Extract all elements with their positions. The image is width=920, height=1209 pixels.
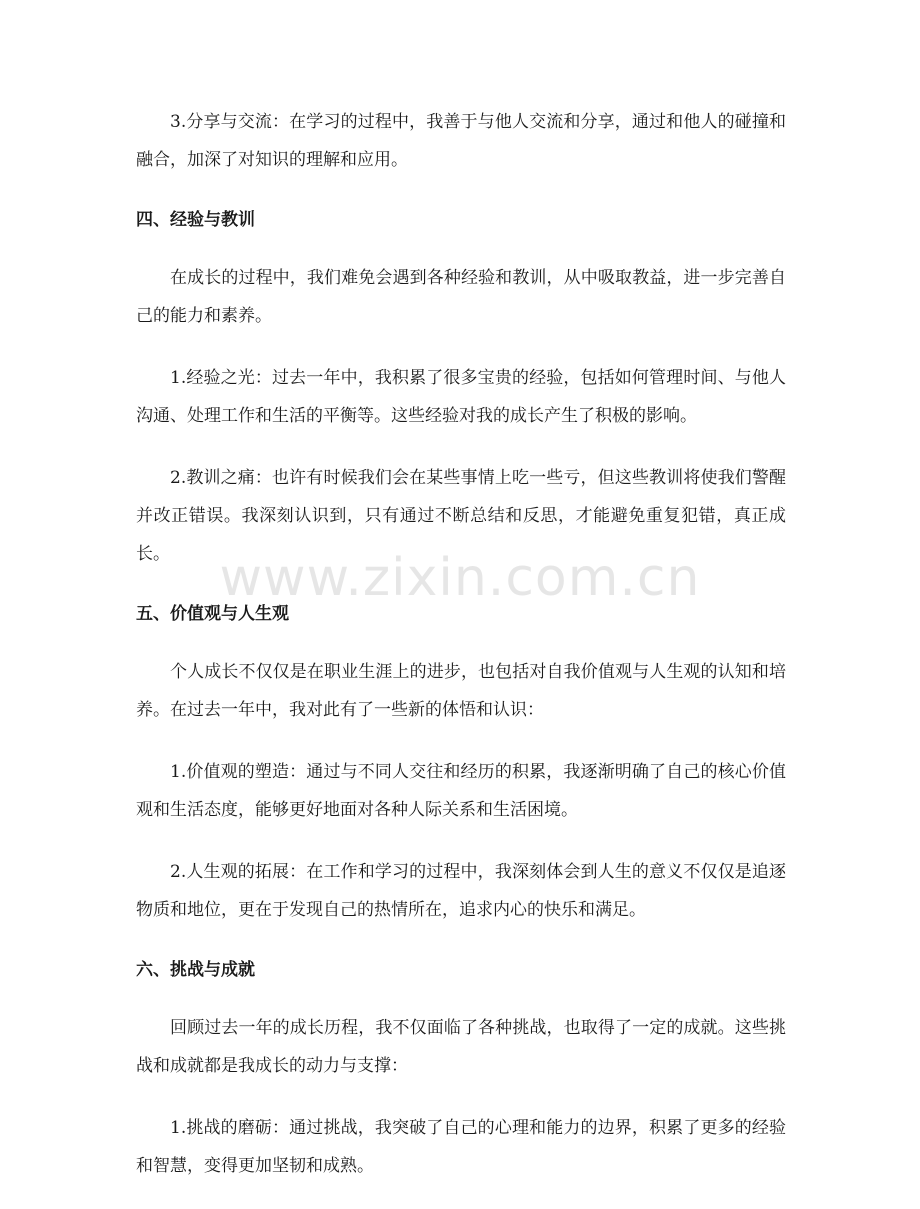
paragraph-lesson-pain: 2.教训之痛：也许有时候我们会在某些事情上吃一些亏，但这些教训将使我们警醒并改正错误。我深刻认识到，只有通过不断总结和反思，才能避免重复犯错，真正成长。 (136, 468, 786, 564)
paragraph-values-shaping: 1.价值观的塑造：通过与不同人交往和经历的积累，我逐渐明确了自己的核心价值观和生活态度，能够更好地面对各种人际关系和生活困境。 (136, 762, 786, 820)
paragraph-experience-light: 1.经验之光：过去一年中，我积累了很多宝贵的经验，包括如何管理时间、与他人沟通、处理工作和生活的平衡等。这些经验对我的成长产生了积极的影响。 (136, 368, 786, 426)
document-body (136, 103, 786, 1209)
section-heading-challenges-achievements: 六、挑战与成就 (136, 960, 255, 980)
paragraph-experience-intro: 在成长的过程中，我们难免会遇到各种经验和教训，从中吸取教益，进一步完善自己的能力和素养。 (136, 268, 786, 326)
section-heading-values-outlook: 五、价值观与人生观 (136, 604, 289, 624)
paragraph-outlook-expansion: 2.人生观的拓展：在工作和学习的过程中，我深刻体会到人生的意义不仅仅是追逐物质和地位，更在于发现自己的热情所在，追求内心的快乐和满足。 (136, 862, 786, 920)
watermark-text: www.zixin.com.cn (219, 548, 701, 608)
paragraph-challenge-tempering: 1.挑战的磨砺：通过挑战，我突破了自己的心理和能力的边界，积累了更多的经验和智慧，变得更加坚韧和成熟。 (136, 1118, 786, 1176)
section-heading-experience-lessons: 四、经验与教训 (136, 210, 255, 230)
paragraph-challenges-intro: 回顾过去一年的成长历程，我不仅面临了各种挑战，也取得了一定的成就。这些挑战和成就都是我成长的动力与支撑： (136, 1018, 786, 1076)
paragraph-share-exchange: 3.分享与交流：在学习的过程中，我善于与他人交流和分享，通过和他人的碰撞和融合，加深了对知识的理解和应用。 (136, 112, 786, 170)
paragraph-values-intro: 个人成长不仅仅是在职业生涯上的进步，也包括对自我价值观与人生观的认知和培养。在过去一年中，我对此有了一些新的体悟和认识： (136, 662, 786, 720)
